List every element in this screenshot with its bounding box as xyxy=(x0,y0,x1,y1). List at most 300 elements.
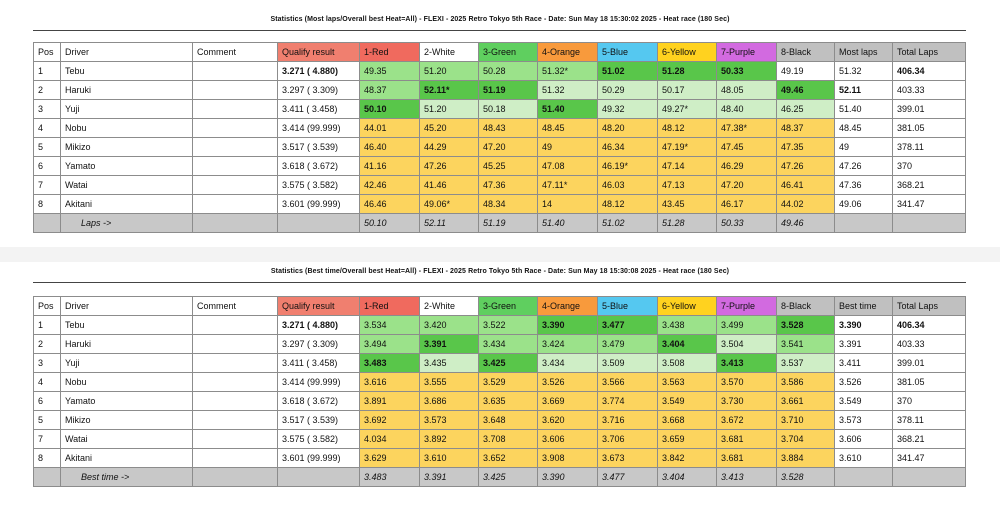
lane-cell: 48.34 xyxy=(479,195,538,214)
driver-cell: Yamato xyxy=(61,392,193,411)
lane-cell: 46.17 xyxy=(717,195,777,214)
pos-cell: 4 xyxy=(34,373,61,392)
driver-cell: Nobu xyxy=(61,373,193,392)
column-header: 2-White xyxy=(420,43,479,62)
qualify-cell: 3.517 ( 3.539) xyxy=(278,411,360,430)
comment-cell xyxy=(193,100,278,119)
lane-cell: 3.891 xyxy=(360,392,420,411)
lane-cell: 51.28 xyxy=(658,62,717,81)
pos-cell: 7 xyxy=(34,430,61,449)
summary-value: 51.02 xyxy=(598,214,658,233)
column-header: 5-Blue xyxy=(598,43,658,62)
summary-blank xyxy=(835,468,893,487)
most-laps-table xyxy=(33,42,966,233)
lane-cell: 50.29 xyxy=(598,81,658,100)
lane-cell: 52.11* xyxy=(420,81,479,100)
lane-cell: 51.20 xyxy=(420,62,479,81)
divider xyxy=(33,30,966,31)
lane-cell: 3.528 xyxy=(777,316,835,335)
lane-cell: 3.892 xyxy=(420,430,479,449)
summary-value: 51.19 xyxy=(479,214,538,233)
total-laps-cell: 399.01 xyxy=(893,100,966,119)
lane-cell: 47.13 xyxy=(658,176,717,195)
lane-cell: 3.669 xyxy=(538,392,598,411)
lane-cell: 44.29 xyxy=(420,138,479,157)
qualify-cell: 3.414 (99.999) xyxy=(278,119,360,138)
column-header: 3-Green xyxy=(479,297,538,316)
lane-cell: 3.730 xyxy=(717,392,777,411)
lane-cell: 3.504 xyxy=(717,335,777,354)
total-laps-cell: 381.05 xyxy=(893,119,966,138)
summary-value: 49.46 xyxy=(777,214,835,233)
total-laps-cell: 370 xyxy=(893,157,966,176)
lane-cell: 44.02 xyxy=(777,195,835,214)
lane-cell: 49.27* xyxy=(658,100,717,119)
lane-cell: 3.668 xyxy=(658,411,717,430)
column-header: 2-White xyxy=(420,297,479,316)
stat-cell: 47.26 xyxy=(835,157,893,176)
lane-cell: 3.529 xyxy=(479,373,538,392)
lane-cell: 3.434 xyxy=(538,354,598,373)
lane-cell: 3.435 xyxy=(420,354,479,373)
summary-blank xyxy=(34,468,61,487)
total-laps-cell: 399.01 xyxy=(893,354,966,373)
lane-cell: 50.17 xyxy=(658,81,717,100)
driver-cell: Watai xyxy=(61,176,193,195)
stat-cell: 3.391 xyxy=(835,335,893,354)
lane-cell: 3.425 xyxy=(479,354,538,373)
total-laps-cell: 368.21 xyxy=(893,430,966,449)
lane-cell: 3.555 xyxy=(420,373,479,392)
total-laps-cell: 403.33 xyxy=(893,335,966,354)
header-row xyxy=(34,43,966,62)
stats-sheet-best-time xyxy=(0,262,1000,512)
driver-cell: Yuji xyxy=(61,354,193,373)
lane-cell: 3.508 xyxy=(658,354,717,373)
lane-cell: 46.40 xyxy=(360,138,420,157)
driver-cell: Yuji xyxy=(61,100,193,119)
comment-cell xyxy=(193,157,278,176)
lane-cell: 44.01 xyxy=(360,119,420,138)
lane-cell: 3.483 xyxy=(360,354,420,373)
qualify-cell: 3.618 ( 3.672) xyxy=(278,392,360,411)
comment-cell xyxy=(193,411,278,430)
lane-cell: 3.606 xyxy=(538,430,598,449)
pos-cell: 1 xyxy=(34,62,61,81)
lane-cell: 47.08 xyxy=(538,157,598,176)
table-row xyxy=(34,138,966,157)
stat-cell: 3.606 xyxy=(835,430,893,449)
driver-cell: Mikizo xyxy=(61,138,193,157)
lane-cell: 50.18 xyxy=(479,100,538,119)
lane-cell: 48.40 xyxy=(717,100,777,119)
comment-cell xyxy=(193,81,278,100)
total-laps-cell: 370 xyxy=(893,392,966,411)
lane-cell: 3.710 xyxy=(777,411,835,430)
stat-cell: 3.390 xyxy=(835,316,893,335)
lane-cell: 46.29 xyxy=(717,157,777,176)
lane-cell: 3.413 xyxy=(717,354,777,373)
lane-cell: 3.616 xyxy=(360,373,420,392)
summary-value: 3.390 xyxy=(538,468,598,487)
lane-cell: 51.32* xyxy=(538,62,598,81)
lane-cell: 51.19 xyxy=(479,81,538,100)
lane-cell: 4.034 xyxy=(360,430,420,449)
stats-sheet-most-laps xyxy=(0,0,1000,247)
table-row xyxy=(34,411,966,430)
driver-cell: Nobu xyxy=(61,119,193,138)
table-row xyxy=(34,157,966,176)
lane-cell: 49.46 xyxy=(777,81,835,100)
lane-cell: 3.434 xyxy=(479,335,538,354)
comment-cell xyxy=(193,392,278,411)
total-laps-cell: 378.11 xyxy=(893,138,966,157)
total-laps-cell: 378.11 xyxy=(893,411,966,430)
stat-cell: 49.06 xyxy=(835,195,893,214)
lane-cell: 14 xyxy=(538,195,598,214)
driver-cell: Tebu xyxy=(61,62,193,81)
lane-cell: 3.610 xyxy=(420,449,479,468)
comment-cell xyxy=(193,195,278,214)
pos-cell: 6 xyxy=(34,157,61,176)
lane-cell: 48.37 xyxy=(777,119,835,138)
pos-cell: 3 xyxy=(34,100,61,119)
table-row xyxy=(34,316,966,335)
lane-cell: 47.26 xyxy=(777,157,835,176)
column-header: Pos xyxy=(34,43,61,62)
column-header: 8-Black xyxy=(777,43,835,62)
lane-cell: 3.586 xyxy=(777,373,835,392)
column-header: Total Laps xyxy=(893,43,966,62)
column-header: Total Laps xyxy=(893,297,966,316)
column-header: 1-Red xyxy=(360,43,420,62)
header-row xyxy=(34,297,966,316)
lane-cell: 46.46 xyxy=(360,195,420,214)
lane-cell: 46.03 xyxy=(598,176,658,195)
total-laps-cell: 368.21 xyxy=(893,176,966,195)
qualify-cell: 3.411 ( 3.458) xyxy=(278,354,360,373)
lane-cell: 45.20 xyxy=(420,119,479,138)
lane-cell: 3.629 xyxy=(360,449,420,468)
pos-cell: 8 xyxy=(34,449,61,468)
lane-cell: 47.38* xyxy=(717,119,777,138)
lane-cell: 3.499 xyxy=(717,316,777,335)
lane-cell: 48.12 xyxy=(658,119,717,138)
lane-cell: 47.20 xyxy=(479,138,538,157)
lane-cell: 47.35 xyxy=(777,138,835,157)
driver-cell: Tebu xyxy=(61,316,193,335)
summary-blank xyxy=(893,214,966,233)
table-row xyxy=(34,335,966,354)
lane-cell: 3.692 xyxy=(360,411,420,430)
qualify-cell: 3.297 ( 3.309) xyxy=(278,81,360,100)
lane-cell: 3.672 xyxy=(717,411,777,430)
sheet-title: Statistics (Best time/Overall best Heat=All) - FLEXI - 2025 Retro Tokyo 5th Race - Date: Sun May 18 15:30:08 2025 - Heat race (180 Sec) xyxy=(270,268,730,275)
lane-cell: 47.11* xyxy=(538,176,598,195)
column-header: 6-Yellow xyxy=(658,297,717,316)
column-header: Qualify result xyxy=(278,297,360,316)
table-row xyxy=(34,100,966,119)
driver-cell: Akitani xyxy=(61,449,193,468)
comment-cell xyxy=(193,176,278,195)
comment-cell xyxy=(193,119,278,138)
lane-cell: 3.704 xyxy=(777,430,835,449)
stat-cell: 3.411 xyxy=(835,354,893,373)
lane-cell: 47.19* xyxy=(658,138,717,157)
column-header: 6-Yellow xyxy=(658,43,717,62)
driver-cell: Akitani xyxy=(61,195,193,214)
lane-cell: 48.20 xyxy=(598,119,658,138)
total-laps-cell: 341.47 xyxy=(893,449,966,468)
lane-cell: 3.570 xyxy=(717,373,777,392)
column-header: 4-Orange xyxy=(538,43,598,62)
total-laps-cell: 341.47 xyxy=(893,195,966,214)
lane-cell: 3.659 xyxy=(658,430,717,449)
sheet-title: Statistics (Most laps/Overall best Heat=All) - FLEXI - 2025 Retro Tokyo 5th Race - Date: Sun May 18 15:30:02 2025 - Heat race (180 Sec) xyxy=(270,16,730,23)
lane-cell: 3.908 xyxy=(538,449,598,468)
summary-value: 3.413 xyxy=(717,468,777,487)
lane-cell: 3.620 xyxy=(538,411,598,430)
column-header: 5-Blue xyxy=(598,297,658,316)
summary-value: 3.425 xyxy=(479,468,538,487)
summary-blank xyxy=(34,214,61,233)
column-header: Comment xyxy=(193,43,278,62)
column-header: 4-Orange xyxy=(538,297,598,316)
summary-blank xyxy=(893,468,966,487)
lane-cell: 48.05 xyxy=(717,81,777,100)
lane-cell: 3.391 xyxy=(420,335,479,354)
pos-cell: 1 xyxy=(34,316,61,335)
lane-cell: 3.884 xyxy=(777,449,835,468)
lane-cell: 50.10 xyxy=(360,100,420,119)
summary-value: 3.404 xyxy=(658,468,717,487)
summary-value: 3.528 xyxy=(777,468,835,487)
lane-cell: 51.20 xyxy=(420,100,479,119)
lane-cell: 3.681 xyxy=(717,430,777,449)
lane-cell: 51.40 xyxy=(538,100,598,119)
lane-cell: 49.19 xyxy=(777,62,835,81)
lane-cell: 3.522 xyxy=(479,316,538,335)
lane-cell: 3.534 xyxy=(360,316,420,335)
lane-cell: 3.706 xyxy=(598,430,658,449)
comment-cell xyxy=(193,449,278,468)
lane-cell: 43.45 xyxy=(658,195,717,214)
lane-cell: 3.479 xyxy=(598,335,658,354)
summary-row xyxy=(34,214,966,233)
table-row xyxy=(34,430,966,449)
total-laps-cell: 406.34 xyxy=(893,316,966,335)
lane-cell: 48.12 xyxy=(598,195,658,214)
summary-label: Best time -> xyxy=(61,468,193,487)
summary-blank xyxy=(193,468,278,487)
comment-cell xyxy=(193,430,278,449)
lane-cell: 47.26 xyxy=(420,157,479,176)
pos-cell: 8 xyxy=(34,195,61,214)
comment-cell xyxy=(193,138,278,157)
stat-cell: 48.45 xyxy=(835,119,893,138)
column-header: Driver xyxy=(61,297,193,316)
column-header: 7-Purple xyxy=(717,297,777,316)
lane-cell: 3.686 xyxy=(420,392,479,411)
stat-cell: 3.526 xyxy=(835,373,893,392)
lane-cell: 3.652 xyxy=(479,449,538,468)
stat-cell: 47.36 xyxy=(835,176,893,195)
comment-cell xyxy=(193,316,278,335)
lane-cell: 42.46 xyxy=(360,176,420,195)
table-row xyxy=(34,119,966,138)
lane-cell: 46.25 xyxy=(777,100,835,119)
summary-row xyxy=(34,468,966,487)
stat-cell: 52.11 xyxy=(835,81,893,100)
qualify-cell: 3.297 ( 3.309) xyxy=(278,335,360,354)
pos-cell: 7 xyxy=(34,176,61,195)
table-row xyxy=(34,62,966,81)
lane-cell: 45.25 xyxy=(479,157,538,176)
lane-cell: 49.35 xyxy=(360,62,420,81)
lane-cell: 3.648 xyxy=(479,411,538,430)
lane-cell: 3.494 xyxy=(360,335,420,354)
column-header: 8-Black xyxy=(777,297,835,316)
qualify-cell: 3.271 ( 4.880) xyxy=(278,62,360,81)
lane-cell: 48.43 xyxy=(479,119,538,138)
pos-cell: 5 xyxy=(34,138,61,157)
summary-value: 51.40 xyxy=(538,214,598,233)
column-header: Most laps xyxy=(835,43,893,62)
lane-cell: 3.673 xyxy=(598,449,658,468)
driver-cell: Haruki xyxy=(61,81,193,100)
column-header: Driver xyxy=(61,43,193,62)
qualify-cell: 3.271 ( 4.880) xyxy=(278,316,360,335)
qualify-cell: 3.618 ( 3.672) xyxy=(278,157,360,176)
lane-cell: 3.509 xyxy=(598,354,658,373)
pos-cell: 4 xyxy=(34,119,61,138)
comment-cell xyxy=(193,354,278,373)
lane-cell: 3.526 xyxy=(538,373,598,392)
column-header: Qualify result xyxy=(278,43,360,62)
lane-cell: 47.45 xyxy=(717,138,777,157)
column-header: 1-Red xyxy=(360,297,420,316)
column-header: Best time xyxy=(835,297,893,316)
summary-value: 3.391 xyxy=(420,468,479,487)
column-header: 7-Purple xyxy=(717,43,777,62)
lane-cell: 50.28 xyxy=(479,62,538,81)
summary-blank xyxy=(835,214,893,233)
driver-cell: Mikizo xyxy=(61,411,193,430)
lane-cell: 3.566 xyxy=(598,373,658,392)
comment-cell xyxy=(193,62,278,81)
driver-cell: Haruki xyxy=(61,335,193,354)
lane-cell: 3.774 xyxy=(598,392,658,411)
divider xyxy=(33,282,966,283)
lane-cell: 46.34 xyxy=(598,138,658,157)
lane-cell: 49.06* xyxy=(420,195,479,214)
best-time-table xyxy=(33,296,966,487)
lane-cell: 3.716 xyxy=(598,411,658,430)
lane-cell: 3.420 xyxy=(420,316,479,335)
column-header: Comment xyxy=(193,297,278,316)
lane-cell: 3.661 xyxy=(777,392,835,411)
table-row xyxy=(34,392,966,411)
table-row xyxy=(34,449,966,468)
summary-value: 50.33 xyxy=(717,214,777,233)
pos-cell: 3 xyxy=(34,354,61,373)
total-laps-cell: 381.05 xyxy=(893,373,966,392)
summary-value: 50.10 xyxy=(360,214,420,233)
lane-cell: 3.390 xyxy=(538,316,598,335)
stat-cell: 3.610 xyxy=(835,449,893,468)
lane-cell: 50.33 xyxy=(717,62,777,81)
qualify-cell: 3.414 (99.999) xyxy=(278,373,360,392)
table-row xyxy=(34,176,966,195)
driver-cell: Yamato xyxy=(61,157,193,176)
lane-cell: 48.37 xyxy=(360,81,420,100)
qualify-cell: 3.575 ( 3.582) xyxy=(278,176,360,195)
lane-cell: 47.20 xyxy=(717,176,777,195)
lane-cell: 3.573 xyxy=(420,411,479,430)
lane-cell: 3.541 xyxy=(777,335,835,354)
qualify-cell: 3.601 (99.999) xyxy=(278,449,360,468)
summary-value: 3.483 xyxy=(360,468,420,487)
lane-cell: 3.424 xyxy=(538,335,598,354)
qualify-cell: 3.601 (99.999) xyxy=(278,195,360,214)
lane-cell: 41.46 xyxy=(420,176,479,195)
qualify-cell: 3.575 ( 3.582) xyxy=(278,430,360,449)
summary-blank xyxy=(193,214,278,233)
comment-cell xyxy=(193,335,278,354)
stat-cell: 51.32 xyxy=(835,62,893,81)
lane-cell: 41.16 xyxy=(360,157,420,176)
stat-cell: 3.573 xyxy=(835,411,893,430)
total-laps-cell: 406.34 xyxy=(893,62,966,81)
pos-cell: 5 xyxy=(34,411,61,430)
comment-cell xyxy=(193,373,278,392)
lane-cell: 49 xyxy=(538,138,598,157)
table-row xyxy=(34,195,966,214)
stat-cell: 49 xyxy=(835,138,893,157)
stat-cell: 51.40 xyxy=(835,100,893,119)
pos-cell: 2 xyxy=(34,81,61,100)
summary-blank xyxy=(278,214,360,233)
summary-value: 52.11 xyxy=(420,214,479,233)
table-row xyxy=(34,81,966,100)
pos-cell: 6 xyxy=(34,392,61,411)
total-laps-cell: 403.33 xyxy=(893,81,966,100)
summary-blank xyxy=(278,468,360,487)
table-row xyxy=(34,354,966,373)
driver-cell: Watai xyxy=(61,430,193,449)
lane-cell: 47.14 xyxy=(658,157,717,176)
lane-cell: 3.681 xyxy=(717,449,777,468)
lane-cell: 3.477 xyxy=(598,316,658,335)
lane-cell: 3.842 xyxy=(658,449,717,468)
stat-cell: 3.549 xyxy=(835,392,893,411)
summary-value: 3.477 xyxy=(598,468,658,487)
lane-cell: 47.36 xyxy=(479,176,538,195)
summary-label: Laps -> xyxy=(61,214,193,233)
lane-cell: 3.549 xyxy=(658,392,717,411)
lane-cell: 51.32 xyxy=(538,81,598,100)
lane-cell: 48.45 xyxy=(538,119,598,138)
lane-cell: 51.02 xyxy=(598,62,658,81)
lane-cell: 49.32 xyxy=(598,100,658,119)
column-header: 3-Green xyxy=(479,43,538,62)
column-header: Pos xyxy=(34,297,61,316)
summary-value: 51.28 xyxy=(658,214,717,233)
lane-cell: 3.708 xyxy=(479,430,538,449)
lane-cell: 3.635 xyxy=(479,392,538,411)
qualify-cell: 3.517 ( 3.539) xyxy=(278,138,360,157)
lane-cell: 3.537 xyxy=(777,354,835,373)
